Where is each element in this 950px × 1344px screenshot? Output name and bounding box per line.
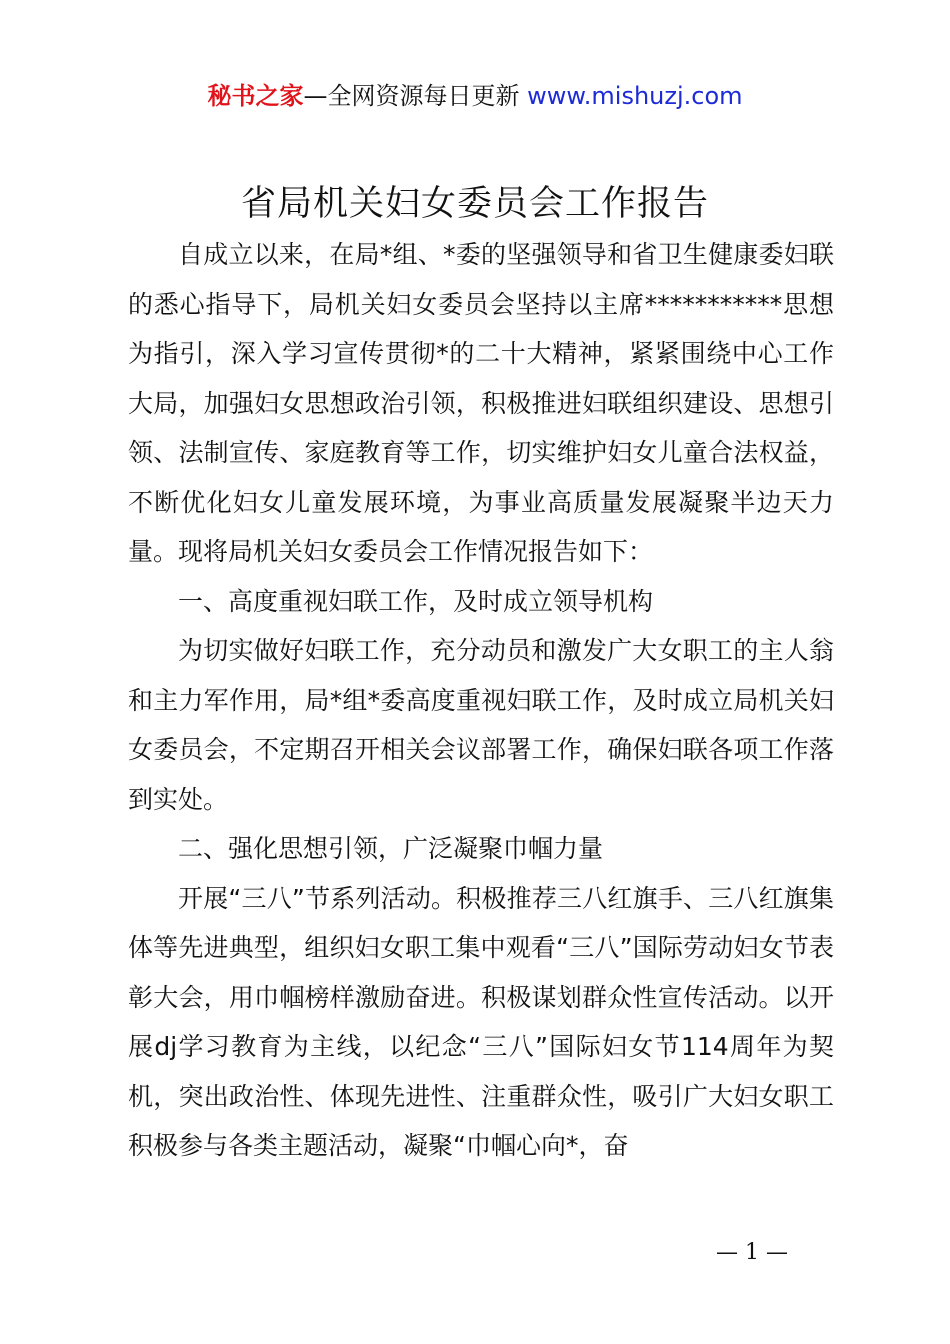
section-2-heading: 二、强化思想引领，广泛凝聚巾帼力量 — [178, 834, 604, 863]
site-url-link[interactable]: www.mishuzj.com — [527, 82, 743, 110]
page-number: — 1 — — [716, 1240, 788, 1265]
site-header — [0, 78, 950, 114]
section-2-paragraph: 开展“三八”节系列活动。积极推荐三八红旗手、三八红旗集体等先进典型，组织妇女职工集中观看“三八”国际劳动妇女节表彰大会，用巾帼榜样激励奋进。积极谋划群众性宣传活动。以开展dj学习教育为主线，以纪念“三八”国际妇女节114周年为契机，突出政治性、体现先进性、注重群众性，吸引广大妇女职工积极参与各类主题活动，凝聚“巾帼心向*，奋 — [128, 883, 834, 1160]
site-brand: 秘书之家 — [207, 82, 304, 110]
document-title: 省局机关妇女委员会工作报告 — [240, 184, 709, 224]
document-body — [128, 230, 834, 1171]
section-1-paragraph: 为切实做好妇联工作，充分动员和激发广大女职工的主人翁和主力军作用，局*组*委高度重视妇联工作，及时成立局机关妇女委员会，不定期召开相关会议部署工作，确保妇联各项工作落到实处。 — [128, 636, 834, 814]
intro-paragraph: 自成立以来，在局*组、*委的坚强领导和省卫生健康委妇联的悉心指导下，局机关妇女委员会坚持以主席***********思想为指引，深入学习宣传贯彻*的二十大精神，紧紧围绕中心工作大局，加强妇女思想政治引领，积极推进妇联组织建设、思想引领、法制宣传、家庭教育等工作，切实维护妇女儿童合法权益，不断优化妇女儿童发展环境，为事业高质量发展凝聚半边天力量。现将局机关妇女委员会工作情况报告如下： — [128, 240, 834, 566]
site-tagline: —全网资源每日更新 — [303, 82, 520, 110]
section-1-heading: 一、高度重视妇联工作，及时成立领导机构 — [178, 586, 654, 616]
